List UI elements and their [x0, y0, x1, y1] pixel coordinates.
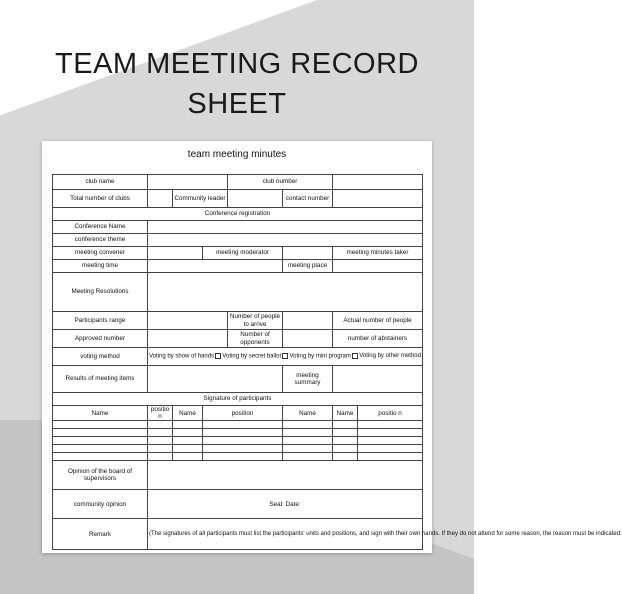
sheet-heading: team meeting minutes: [187, 149, 287, 160]
remark-label: Remark: [53, 519, 148, 550]
voting-options: [148, 348, 423, 366]
row-board-opinion: [53, 461, 423, 490]
conference-name-label: Conference Name: [53, 221, 148, 234]
row-voting: [53, 348, 423, 366]
community-opinion-label: community opinion: [53, 490, 148, 519]
opinion-board-label: Opinion of the board of supervisors: [53, 461, 148, 490]
number-opponents-label: Number of opponents: [228, 330, 283, 348]
conference-theme-cell[interactable]: [148, 234, 423, 247]
meeting-convener-label: meeting convener: [53, 247, 148, 260]
row-conference-theme: [53, 234, 423, 247]
col-name: Name: [333, 406, 358, 421]
meeting-resolutions-cell[interactable]: [148, 273, 423, 312]
table-row: [53, 429, 423, 437]
row-club: [53, 175, 423, 190]
community-leader-label: Community leader: [173, 190, 228, 208]
row-community-opinion: [53, 490, 423, 519]
table-row: [53, 437, 423, 445]
meeting-place-cell[interactable]: [333, 260, 423, 273]
community-leader-cell[interactable]: [228, 190, 283, 208]
people-to-arrive-label: Number of people to arrive: [228, 312, 283, 330]
conference-registration-header: Conference registration: [53, 208, 423, 221]
conference-name-cell[interactable]: [148, 221, 423, 234]
table-row: [53, 453, 423, 461]
page-title: TEAM MEETING RECORD SHEET: [55, 48, 419, 120]
row-total-clubs: [53, 190, 423, 208]
approved-number-label: Approved number: [53, 330, 148, 348]
checkbox-icon[interactable]: [352, 353, 358, 359]
remark-text: (The signatures of all participants must list the participants' units and positions, and sign with their own hands. If they do not attend for some reason, the reason must be indicated.: [148, 519, 423, 550]
row-signature-columns: [53, 406, 423, 421]
meeting-summary-label: meeting summary: [283, 366, 333, 393]
row-convener: [53, 247, 423, 260]
minutes-taker-label: meeting minutes taker: [333, 247, 423, 260]
actual-people-label: Actual number of people: [333, 312, 423, 330]
club-name-label: club name: [53, 175, 148, 190]
meeting-time-cell[interactable]: [148, 260, 283, 273]
checkbox-icon[interactable]: [215, 353, 221, 359]
participants-range-label: Participants range: [53, 312, 148, 330]
club-number-label: club number: [228, 175, 333, 190]
signature-participants-header: Signature of participants: [53, 393, 423, 406]
club-name-cell[interactable]: [148, 175, 228, 190]
voting-method-label: voting method: [53, 348, 148, 366]
row-participants: [53, 312, 423, 330]
contact-number-label: contact number: [283, 190, 333, 208]
record-sheet: [42, 141, 622, 553]
col-position: position: [203, 406, 283, 421]
meeting-place-label: meeting place: [283, 260, 333, 273]
conference-theme-label: conference theme: [53, 234, 148, 247]
meeting-convener-cell[interactable]: [148, 247, 203, 260]
col-position-short: positio n: [358, 406, 423, 421]
results-items-label: Results of meeting items: [53, 366, 148, 393]
total-clubs-label: Total number of clubs: [53, 190, 148, 208]
approved-number-cell[interactable]: [148, 330, 228, 348]
meeting-resolutions-label: Meeting Resolutions: [53, 273, 148, 312]
club-number-cell[interactable]: [333, 175, 423, 190]
meeting-summary-cell[interactable]: [333, 366, 423, 393]
vote-option-show-of-hands[interactable]: Voting by show of hands: [149, 353, 222, 361]
table-row: [53, 445, 423, 453]
seal-date-cell[interactable]: Seal: Date:: [148, 490, 423, 519]
col-name: Name: [53, 406, 148, 421]
number-opponents-cell[interactable]: [283, 330, 333, 348]
row-results: [53, 366, 423, 393]
total-clubs-cell[interactable]: [148, 190, 173, 208]
vote-option-mini-program[interactable]: Voting by mini program: [290, 353, 359, 361]
record-table: [52, 174, 622, 550]
participants-range-cell[interactable]: [148, 312, 228, 330]
col-name: Name: [173, 406, 203, 421]
checkbox-icon[interactable]: [282, 353, 288, 359]
meeting-time-label: meeting time: [53, 260, 148, 273]
row-remark: [53, 519, 423, 550]
row-signature-header: [53, 393, 423, 406]
meeting-moderator-label: meeting moderator: [203, 247, 283, 260]
col-name: Name: [283, 406, 333, 421]
results-items-cell[interactable]: [148, 366, 283, 393]
col-position-short: positio n: [148, 406, 173, 421]
number-abstainers-label: number of abstainers: [333, 330, 423, 348]
row-approved: [53, 330, 423, 348]
meeting-moderator-cell[interactable]: [283, 247, 333, 260]
table-row: [53, 421, 423, 429]
row-resolutions: [53, 273, 423, 312]
row-conference-name: [53, 221, 423, 234]
vote-option-secret-ballot[interactable]: Voting by secret ballot: [222, 353, 289, 361]
row-time-place: [53, 260, 423, 273]
people-to-arrive-cell[interactable]: [283, 312, 333, 330]
row-conference-registration: [53, 208, 423, 221]
opinion-board-cell[interactable]: [148, 461, 423, 490]
vote-option-other[interactable]: Voting by other method: [359, 352, 421, 359]
contact-number-cell[interactable]: [333, 190, 423, 208]
